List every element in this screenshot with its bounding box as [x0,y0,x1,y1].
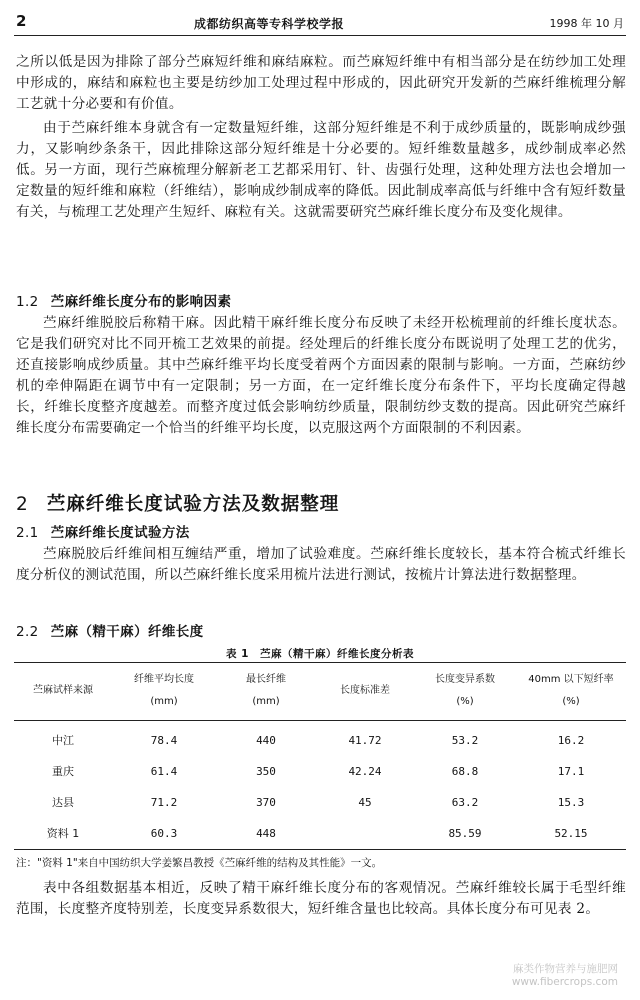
cell-avg-length: 71.2 [150,796,178,809]
table-row [14,756,626,788]
paragraph-table-discussion [16,878,626,920]
cell-std-dev: 45 [358,796,372,809]
section-title: 苎麻纤维长度试验方法 [50,525,190,541]
header-cell-avg-length: 纤维平均长度 (mm) [134,674,194,707]
paragraph: 由于苎麻纤维本身就含有一定数量短纤维，这部分短纤维是不利于成纱质量的，既影响成纱强力，又影响纱条条干，因此排除这部分短纤维是十分必要的。短纤维数量越多，成纱制成率必然低。另一方面，现行苎麻梳理分解新老工艺都采用钉、针、齿强行处理，这种处理方法也会增加一定数量的短纤维和麻粒（纤维结），影响成纱制成率的降低。因此制成率高低与纤维中含有短纤数量有关，与梳理工艺处理产生短纤、麻粒有关。这就需要研究苎麻纤维长度分布及变化规律。 [16,120,626,220]
section-title: 苎麻（精干麻）纤维长度 [50,624,204,640]
watermark-url: www.fibercrops.com [511,976,618,988]
paragraph-length-factors [16,313,626,439]
table-row [14,818,626,850]
section-heading-2-2 [16,620,204,640]
header-cell-short-fiber-rate: 40mm 以下短纤率 (%) [528,674,614,707]
cell-std-dev: 41.72 [348,734,382,747]
section-title: 苎麻纤维长度试验方法及数据整理 [46,494,340,515]
cell-std-dev: 42.24 [348,765,382,778]
cell-cv: 63.2 [451,796,479,809]
cell-max-length: 370 [256,796,276,809]
cell-cv: 68.8 [451,765,479,778]
fiber-length-table [14,662,626,850]
section-heading-2 [16,490,339,516]
table-row [14,725,626,757]
table-header-row [14,663,626,721]
table-note: 注："资料 1"来自中国纺织大学姜繁昌教授《苎麻纤维的结构及其性能》一文。 [16,857,383,869]
header-cell-std-dev: 长度标准差 [340,685,390,696]
page-number: 2 [16,12,27,30]
cell-source: 达县 [52,796,74,809]
site-watermark [512,963,618,989]
cell-avg-length: 61.4 [150,765,178,778]
header-cell-source: 苎麻试样来源 [33,685,93,696]
section-title: 苎麻纤维长度分布的影响因素 [50,294,232,310]
section-number: 2 [16,494,29,515]
cell-source: 资料 1 [46,827,80,840]
cell-short-fiber-rate: 15.3 [557,796,585,809]
cell-cv: 53.2 [451,734,479,747]
header-cell-cv: 长度变异系数 (%) [435,674,495,707]
paragraph-test-method [16,544,626,586]
running-header [14,10,626,36]
cell-short-fiber-rate: 16.2 [557,734,585,747]
cell-avg-length: 60.3 [150,827,178,840]
paragraph: 之所以低是因为排除了部分苎麻短纤维和麻结麻粒。而苎麻短纤维中有相当部分是在纺纱加工处理中形成的，麻结和麻粒也主要是纺纱加工处理过程中形成的，因此研究开发新的苎麻纤维梳理分解工艺就十分必要和有价值。 [16,54,626,112]
section-number: 2.2 [16,624,39,640]
cell-max-length: 448 [256,827,276,840]
cell-cv: 85.59 [448,827,482,840]
paragraph: 苎麻纤维脱胶后称精干麻。因此精干麻纤维长度分布反映了未经开松梳理前的纤维长度状态。它是我们研究对比不同开梳工艺效果的前提。经处理后的纤维长度分布既说明了处理工艺的优劣，还直接影响成纱质量。其中苎麻纤维平均长度受着两个方面因素的限制与影响。一方面，苎麻纺纱机的牵伸隔距在调节中有一定限制；另一方面，在一定纤维长度分布条件下，平均长度确定得越长，纤维长度整齐度越差。而整齐度过低会影响纺纱质量，限制纺纱支数的提高。因此研究苎麻纤维长度分布需要确定一个恰当的纤维平均长度，以克服这两个方面限制的不利因素。 [16,315,626,436]
cell-source: 重庆 [52,765,74,778]
cell-max-length: 350 [256,765,276,778]
header-cell-max-length: 最长纤维 (mm) [246,674,286,707]
watermark-line: 麻类作物营养与施肥网 [513,963,618,975]
paragraph: 苎麻脱胶后纤维间相互缠结严重，增加了试验难度。苎麻纤维长度较长，基本符合梳式纤维长度分析仪的测试范围，所以苎麻纤维长度采用梳片法进行测试，按梳片计算法进行数据整理。 [16,546,626,583]
paragraph-short-fiber [16,118,626,223]
journal-title: 成都纺织高等专科学校学报 [194,17,345,31]
section-heading-2-1 [16,521,190,541]
section-number: 2.1 [16,525,39,541]
cell-max-length: 440 [256,734,276,747]
cell-avg-length: 78.4 [150,734,178,747]
issue-date: 1998 年 10 月 [549,17,624,30]
cell-short-fiber-rate: 17.1 [557,765,585,778]
section-heading-1-2 [16,290,231,310]
paragraph: 表中各组数据基本相近，反映了精干麻纤维长度分布的客观情况。苎麻纤维较长属于毛型纤维范围，长度整齐度特别差，长度变异系数很大，短纤维含量也比较高。具体长度分布可见表 2。 [16,880,626,917]
section-number: 1.2 [16,294,39,310]
table-row [14,787,626,819]
table-caption: 表 1 苎麻（精干麻）纤维长度分析表 [226,648,414,660]
cell-source: 中江 [52,734,74,747]
paragraph-continuation [16,52,626,115]
cell-short-fiber-rate: 52.15 [554,827,588,840]
